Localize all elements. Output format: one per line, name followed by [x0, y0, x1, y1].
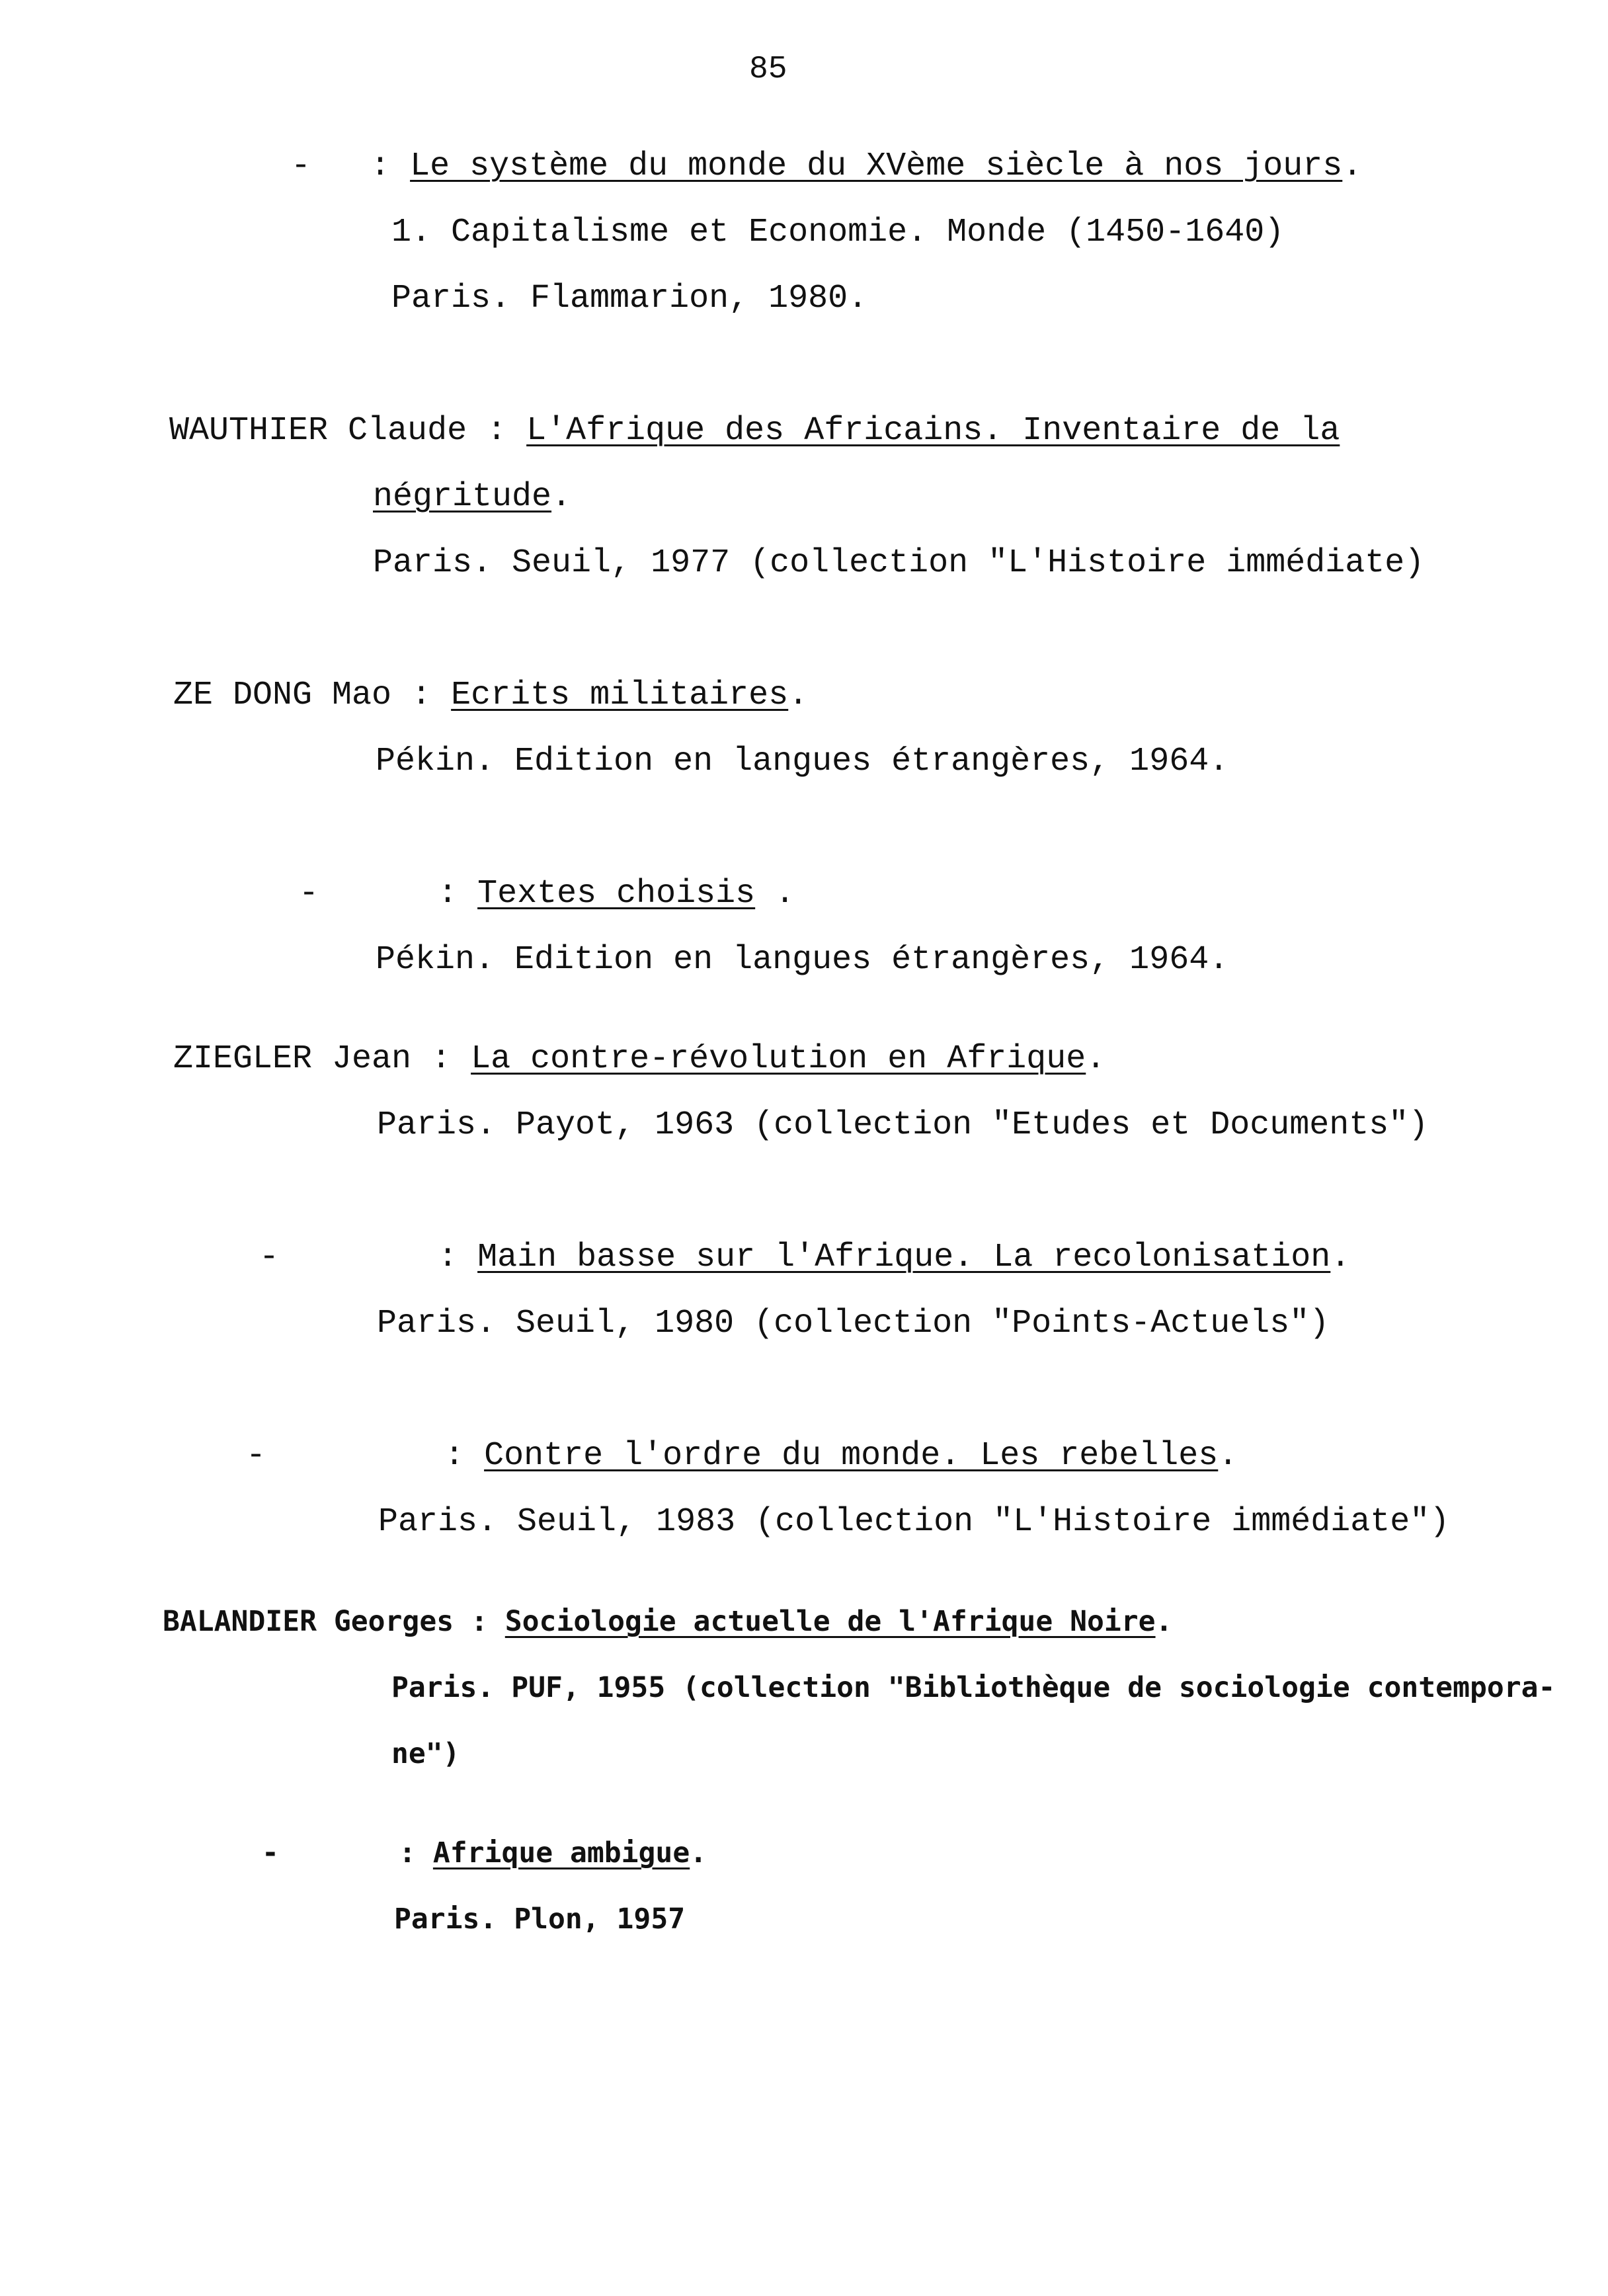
- entry-detail: Pékin. Edition en langues étrangères, 1964.: [376, 743, 1229, 780]
- separator: :: [370, 147, 391, 185]
- ditto-dash: -: [259, 1239, 280, 1276]
- entry-detail: Paris. PUF, 1955 (collection "Bibliothèque de sociologie contempora-: [391, 1671, 1556, 1704]
- entry-title: Sociologie actuelle de l'Afrique Noire: [504, 1605, 1156, 1638]
- entry-author: ZIEGLER Jean: [173, 1040, 412, 1078]
- entry-title-continued: négritude: [373, 478, 552, 516]
- title-end: .: [1342, 147, 1363, 185]
- title-end: .: [551, 478, 572, 516]
- entry-detail: Paris. Seuil, 1980 (collection "Points-Actuels"): [377, 1305, 1330, 1342]
- entry-detail: 1. Capitalisme et Economie. Monde (1450-1640): [391, 214, 1285, 251]
- title-end: .: [788, 676, 809, 714]
- entry-title: La contre-révolution en Afrique: [471, 1040, 1086, 1078]
- title-end: .: [690, 1836, 707, 1869]
- title-end: .: [755, 875, 795, 913]
- title-end: .: [1155, 1605, 1173, 1638]
- title-end: .: [1330, 1239, 1351, 1276]
- entry-author: WAUTHIER Claude: [169, 412, 467, 450]
- entry-detail: Paris. Seuil, 1983 (collection "L'Histoire immédiate"): [378, 1503, 1450, 1541]
- page-number: 85: [749, 52, 787, 87]
- title-end: .: [1218, 1437, 1238, 1475]
- separator: :: [438, 1239, 458, 1276]
- entry-title: Textes choisis: [477, 875, 756, 913]
- separator: :: [487, 412, 507, 450]
- separator: :: [399, 1836, 416, 1869]
- entry-title: Contre l'ordre du monde. Les rebelles: [484, 1437, 1219, 1475]
- separator: :: [431, 1040, 452, 1078]
- ditto-dash: -: [262, 1836, 279, 1869]
- entry-detail: Paris. Plon, 1957: [394, 1903, 686, 1936]
- entry-title: Ecrits militaires: [451, 676, 789, 714]
- entry-author: ZE DONG Mao: [173, 676, 392, 714]
- entry-title: L'Afrique des Africains. Inventaire de la: [526, 412, 1340, 450]
- separator: :: [438, 875, 458, 913]
- entry-detail: ne"): [391, 1737, 460, 1770]
- entry-detail: Paris. Seuil, 1977 (collection "L'Histoire immédiate): [373, 544, 1425, 582]
- ditto-dash: -: [246, 1437, 266, 1475]
- ditto-dash: -: [299, 875, 319, 913]
- entry-title: Le système du monde du XVème siècle à nos jours: [410, 147, 1343, 185]
- entry-detail: Paris. Flammarion, 1980.: [391, 280, 868, 317]
- entry-title: Afrique ambigue: [432, 1836, 690, 1869]
- entry-detail: Pékin. Edition en langues étrangères, 1964.: [376, 941, 1229, 979]
- separator: :: [411, 676, 432, 714]
- title-end: .: [1086, 1040, 1106, 1078]
- entry-title: Main basse sur l'Afrique. La recolonisation: [477, 1239, 1331, 1276]
- separator: :: [444, 1437, 465, 1475]
- entry-author: BALANDIER Georges: [163, 1605, 454, 1638]
- ditto-dash: -: [291, 147, 311, 185]
- entry-detail: Paris. Payot, 1963 (collection "Etudes et Documents"): [377, 1106, 1429, 1144]
- separator: :: [471, 1605, 488, 1638]
